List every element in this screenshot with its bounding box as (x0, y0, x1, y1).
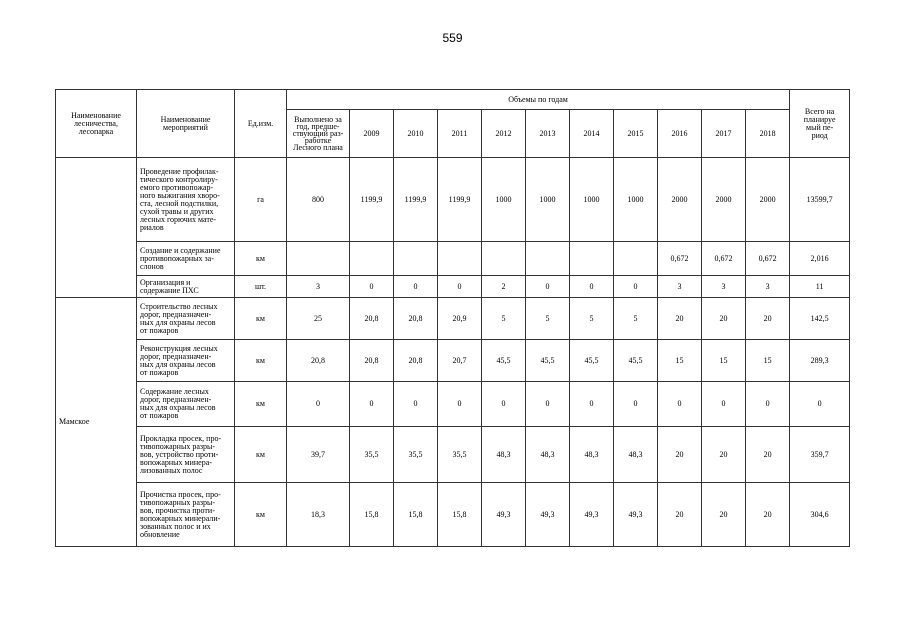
value-cell: 45,5 (482, 340, 526, 382)
value-cell: 5 (526, 298, 570, 340)
value-cell: 1000 (526, 158, 570, 242)
value-cell: 1199,9 (394, 158, 438, 242)
value-cell: 20 (658, 483, 702, 547)
value-cell: 20,8 (350, 340, 394, 382)
header-year: 2017 (702, 110, 746, 158)
value-cell: 3 (658, 276, 702, 298)
value-cell: 49,3 (570, 483, 614, 547)
value-cell: 0 (350, 382, 394, 427)
value-cell: 0 (438, 276, 482, 298)
value-cell: 0,672 (702, 242, 746, 276)
value-cell: 2000 (702, 158, 746, 242)
value-cell (438, 242, 482, 276)
value-cell: 35,5 (394, 427, 438, 483)
value-cell: 20 (746, 483, 790, 547)
activity-name: Реконструкция лесных дорог, предназначен- ных для охраны лесов от пожаров (137, 340, 235, 382)
header-total: Всего на планируе мый пе- риод (790, 90, 850, 158)
value-cell: 49,3 (482, 483, 526, 547)
value-cell: 0 (394, 382, 438, 427)
table-row (56, 382, 850, 427)
value-cell: 20 (702, 483, 746, 547)
value-cell: 0 (526, 382, 570, 427)
activity-name: Проведение профилак- тического контролиру- емого противопожар- ного выжигания хворо- ста, лесной подстилки, сухой травы и других лесных горючих мате- риалов (137, 158, 235, 242)
value-cell: 45,5 (526, 340, 570, 382)
value-cell: 2 (482, 276, 526, 298)
header-activity: Наименование мероприятий (137, 90, 235, 158)
value-cell: 0 (658, 382, 702, 427)
fire-prevention-table (55, 89, 850, 547)
unit-cell: шт. (235, 276, 287, 298)
value-cell: 15,8 (394, 483, 438, 547)
value-cell: 0 (350, 276, 394, 298)
total-cell: 2,016 (790, 242, 850, 276)
value-cell (570, 242, 614, 276)
header-year: 2015 (614, 110, 658, 158)
value-cell (526, 242, 570, 276)
table-row (56, 276, 850, 298)
unit-cell: км (235, 340, 287, 382)
value-cell: 0 (614, 276, 658, 298)
table-row (56, 242, 850, 276)
value-cell: 45,5 (614, 340, 658, 382)
header-year: 2012 (482, 110, 526, 158)
header-unit: Ед.изм. (235, 90, 287, 158)
activity-name: Организация и содержание ПХС (137, 276, 235, 298)
value-cell: 20,8 (287, 340, 350, 382)
value-cell: 0 (570, 382, 614, 427)
unit-cell: км (235, 382, 287, 427)
total-cell: 304,6 (790, 483, 850, 547)
value-cell: 1000 (570, 158, 614, 242)
value-cell: 3 (287, 276, 350, 298)
value-cell: 20 (746, 427, 790, 483)
header-year: 2016 (658, 110, 702, 158)
value-cell (394, 242, 438, 276)
value-cell: 15 (702, 340, 746, 382)
value-cell: 15,8 (438, 483, 482, 547)
forestry-cell-empty (56, 158, 137, 298)
unit-cell: км (235, 483, 287, 547)
header-year: 2014 (570, 110, 614, 158)
header-year: 2018 (746, 110, 790, 158)
value-cell: 0 (482, 382, 526, 427)
value-cell: 0 (526, 276, 570, 298)
value-cell: 18,3 (287, 483, 350, 547)
total-cell: 13599,7 (790, 158, 850, 242)
table-row (56, 298, 850, 340)
value-cell: 3 (746, 276, 790, 298)
total-cell: 289,3 (790, 340, 850, 382)
total-cell: 11 (790, 276, 850, 298)
value-cell: 45,5 (570, 340, 614, 382)
value-cell (350, 242, 394, 276)
header-year: 2009 (350, 110, 394, 158)
value-cell: 48,3 (482, 427, 526, 483)
header-volumes-by-year: Объемы по годам (287, 90, 790, 110)
unit-cell: км (235, 427, 287, 483)
forestry-name: Мамское (56, 298, 137, 547)
activity-name: Создание и содержание противопожарных за- слонов (137, 242, 235, 276)
total-cell: 142,5 (790, 298, 850, 340)
value-cell: 20 (702, 298, 746, 340)
value-cell: 0 (287, 382, 350, 427)
table-row (56, 158, 850, 242)
value-cell: 1199,9 (350, 158, 394, 242)
value-cell: 2000 (658, 158, 702, 242)
value-cell: 800 (287, 158, 350, 242)
value-cell: 35,5 (350, 427, 394, 483)
unit-cell: км (235, 242, 287, 276)
header-year: 2010 (394, 110, 438, 158)
header-previous-year: Выполнено за год, предше- ствующий раз- работке Лесного плана (287, 110, 350, 158)
value-cell: 1000 (482, 158, 526, 242)
value-cell: 0 (570, 276, 614, 298)
value-cell: 48,3 (526, 427, 570, 483)
value-cell: 1199,9 (438, 158, 482, 242)
value-cell: 39,7 (287, 427, 350, 483)
value-cell: 0 (394, 276, 438, 298)
value-cell: 20 (702, 427, 746, 483)
value-cell: 0 (438, 382, 482, 427)
activity-name: Строительство лесных дорог, предназначен- ных для охраны лесов от пожаров (137, 298, 235, 340)
value-cell: 15 (658, 340, 702, 382)
value-cell: 20,8 (350, 298, 394, 340)
value-cell: 1000 (614, 158, 658, 242)
unit-cell: га (235, 158, 287, 242)
value-cell (614, 242, 658, 276)
value-cell: 20,8 (394, 340, 438, 382)
value-cell: 20 (658, 298, 702, 340)
value-cell: 20,9 (438, 298, 482, 340)
value-cell: 5 (570, 298, 614, 340)
table-row (56, 427, 850, 483)
activity-name: Содержание лесных дорог, предназначен- ных для охраны лесов от пожаров (137, 382, 235, 427)
value-cell: 25 (287, 298, 350, 340)
value-cell: 49,3 (614, 483, 658, 547)
value-cell: 5 (614, 298, 658, 340)
value-cell: 20 (658, 427, 702, 483)
value-cell: 2000 (746, 158, 790, 242)
activity-name: Прокладка просек, про- тивопожарных разры- вов, устройство проти- вопожарных минера- лизованных полос (137, 427, 235, 483)
value-cell (482, 242, 526, 276)
table-row (56, 483, 850, 547)
value-cell: 48,3 (570, 427, 614, 483)
value-cell: 0,672 (746, 242, 790, 276)
value-cell: 49,3 (526, 483, 570, 547)
table-row (56, 340, 850, 382)
value-cell: 3 (702, 276, 746, 298)
value-cell: 20,7 (438, 340, 482, 382)
value-cell: 35,5 (438, 427, 482, 483)
total-cell: 0 (790, 382, 850, 427)
value-cell: 15,8 (350, 483, 394, 547)
value-cell: 0 (702, 382, 746, 427)
value-cell: 0 (746, 382, 790, 427)
header-year: 2011 (438, 110, 482, 158)
value-cell: 20,8 (394, 298, 438, 340)
value-cell: 48,3 (614, 427, 658, 483)
value-cell: 0 (614, 382, 658, 427)
total-cell: 359,7 (790, 427, 850, 483)
value-cell: 5 (482, 298, 526, 340)
header-year: 2013 (526, 110, 570, 158)
unit-cell: км (235, 298, 287, 340)
header-forestry: Наименование лесничества, лесопарка (56, 90, 137, 158)
value-cell: 20 (746, 298, 790, 340)
value-cell: 15 (746, 340, 790, 382)
activity-name: Прочистка просек, про- тивопожарных разры- вов, прочистка проти- вопожарных минерали- зованных полос и их обновление (137, 483, 235, 547)
value-cell: 0,672 (658, 242, 702, 276)
value-cell (287, 242, 350, 276)
page-number: 559 (442, 31, 463, 45)
